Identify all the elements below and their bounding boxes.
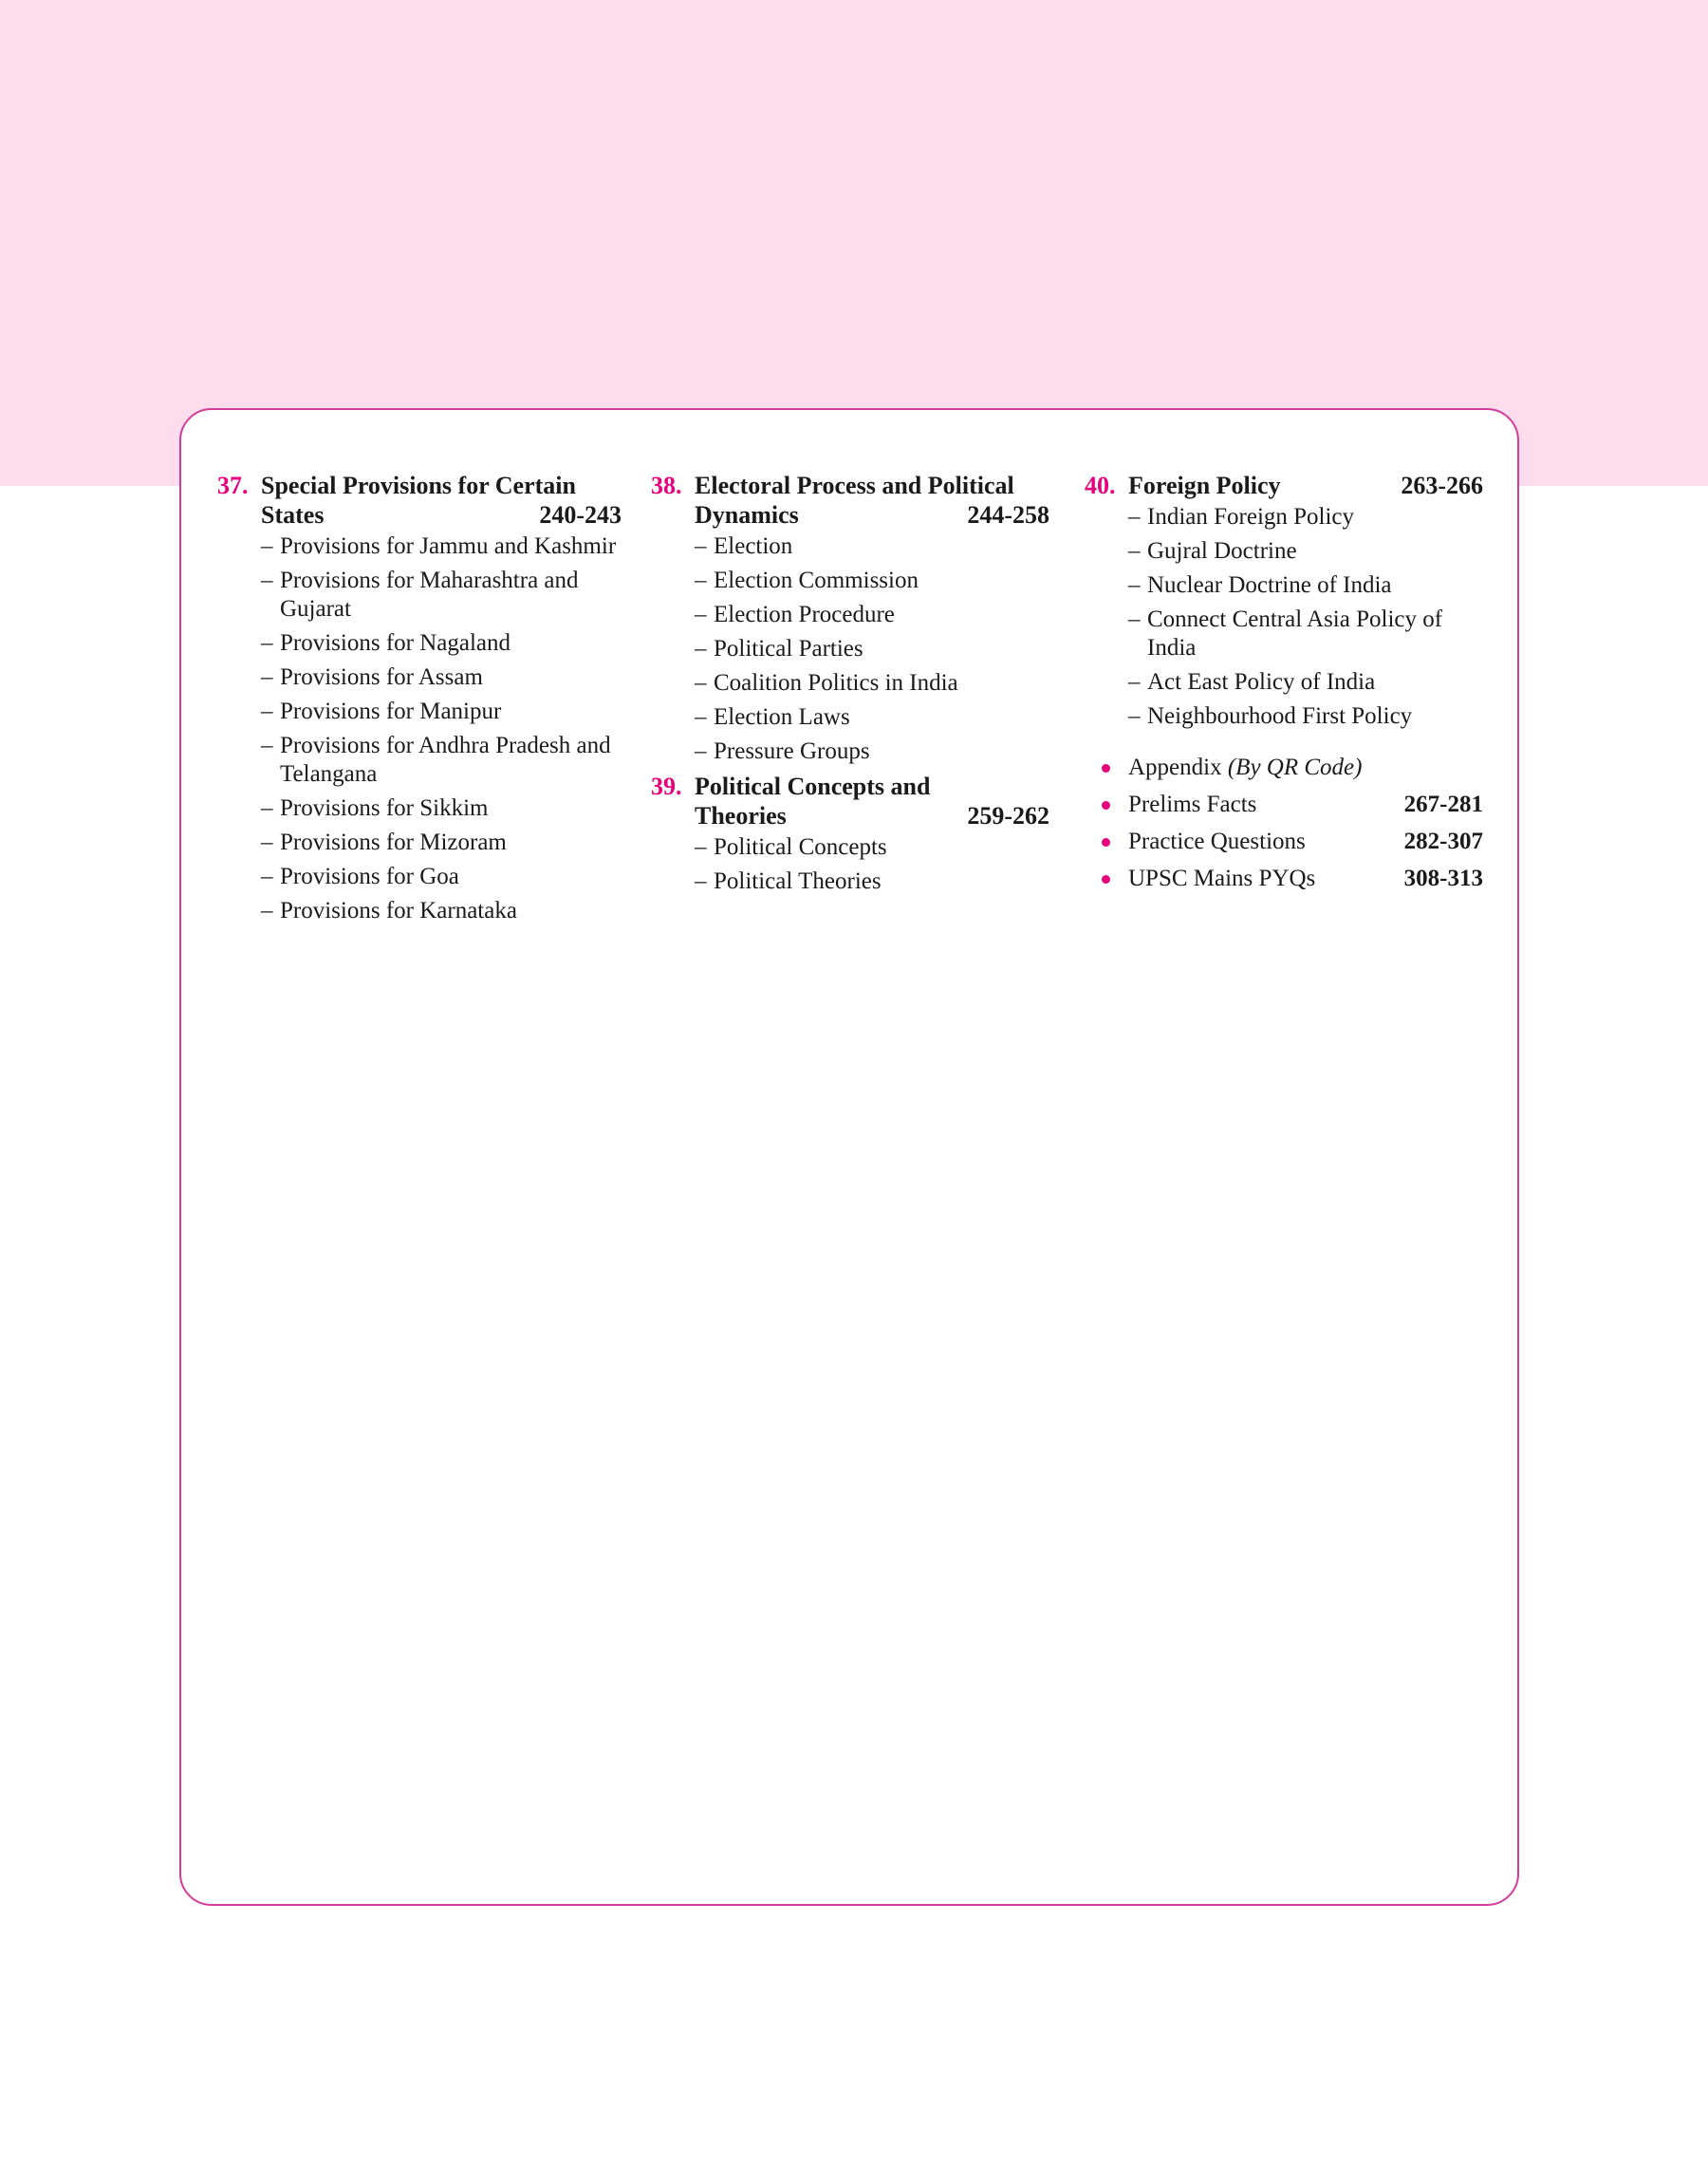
extras-pages: 282-307 [1403,829,1483,854]
bullet-icon [1102,838,1110,847]
extras-list [1085,754,1483,893]
chapter-title-line1: Political Concepts and [695,773,931,800]
extras-note: (By QR Code) [1227,755,1363,780]
bullet-icon [1102,875,1110,884]
subtopic-item[interactable]: – Indian Foreign Policy [1128,503,1483,532]
extras-label: Appendix [1128,755,1222,780]
chapter-number: 38. [651,472,682,499]
subtopic-item[interactable]: – Nuclear Doctrine of India [1128,571,1483,600]
chapter-title-text: Foreign Policy [1128,472,1281,499]
subtopic-item[interactable]: – Provisions for Maharashtra and Gujarat [261,567,622,624]
extras-item-mains[interactable] [1085,865,1483,893]
contents-column-3 [1085,471,1483,902]
subtopic-item[interactable]: – Provisions for Assam [261,663,622,692]
chapter-39 [651,772,1049,896]
chapter-37 [217,471,622,925]
chapter-number: 39. [651,773,682,800]
extras-pages: 267-281 [1403,792,1483,817]
subtopic-item[interactable]: – Gujral Doctrine [1128,537,1483,566]
subtopic-item[interactable]: – Provisions for Karnataka [261,897,622,925]
subtopic-item[interactable]: – Provisions for Jammu and Kashmir [261,532,622,561]
chapter-40 [1085,471,1483,731]
chapter-title-line2: States [261,501,325,529]
subtopic-item[interactable]: – Election Laws [695,703,1049,732]
chapter-title-line2: Theories [695,802,787,830]
subtopic-item[interactable]: – Political Theories [695,868,1049,896]
subtopic-list [1128,503,1483,731]
extras-label: Practice Questions [1128,829,1306,854]
chapter-title-line1: Electoral Process and Political [695,472,1014,499]
extras-item-appendix[interactable] [1085,754,1483,782]
subtopic-item[interactable]: – Provisions for Nagaland [261,629,622,658]
chapter-38 [651,471,1049,766]
chapter-pages: 263-266 [1401,472,1483,499]
contents-panel [179,408,1519,1906]
chapter-pages: 240-243 [539,501,622,529]
chapter-title[interactable] [261,471,622,530]
subtopic-item[interactable]: – Provisions for Sikkim [261,794,622,823]
chapter-title-line2: Dynamics [695,501,799,529]
chapter-title[interactable] [695,772,1049,830]
extras-item-practice[interactable] [1085,828,1483,856]
bullet-icon [1102,801,1110,810]
chapter-number: 40. [1085,472,1116,499]
chapter-title-line1: Special Provisions for Certain [261,472,576,499]
chapter-title[interactable] [1128,471,1483,500]
subtopic-item[interactable]: – Political Concepts [695,833,1049,862]
subtopic-item[interactable]: – Act East Policy of India [1128,668,1483,697]
chapter-pages: 244-258 [967,501,1049,529]
extras-label: Prelims Facts [1128,792,1257,817]
extras-label: UPSC Mains PYQs [1128,866,1316,891]
subtopic-list [695,833,1049,896]
subtopic-item[interactable]: – Election Procedure [695,601,1049,629]
subtopic-item[interactable]: – Pressure Groups [695,737,1049,766]
chapter-pages: 259-262 [967,802,1049,830]
contents-column-1 [217,471,622,931]
bullet-icon [1102,764,1110,773]
contents-column-2 [651,471,1049,902]
subtopic-item[interactable]: – Provisions for Andhra Pradesh and Telangana [261,732,622,789]
extras-pages: 308-313 [1403,866,1483,891]
subtopic-item[interactable]: – Coalition Politics in India [695,669,1049,698]
subtopic-item[interactable]: – Political Parties [695,635,1049,663]
subtopic-item[interactable]: – Provisions for Manipur [261,698,622,726]
subtopic-list [261,532,622,925]
subtopic-item[interactable]: – Neighbourhood First Policy [1128,702,1483,731]
chapter-number: 37. [217,472,249,499]
subtopic-item[interactable]: – Election Commission [695,567,1049,595]
extras-item-prelims[interactable] [1085,791,1483,819]
subtopic-item[interactable]: – Election [695,532,1049,561]
subtopic-item[interactable]: – Provisions for Mizoram [261,829,622,857]
chapter-title[interactable] [695,471,1049,530]
subtopic-item[interactable]: – Provisions for Goa [261,863,622,891]
subtopic-list [695,532,1049,766]
subtopic-item[interactable]: – Connect Central Asia Policy of India [1128,606,1483,662]
